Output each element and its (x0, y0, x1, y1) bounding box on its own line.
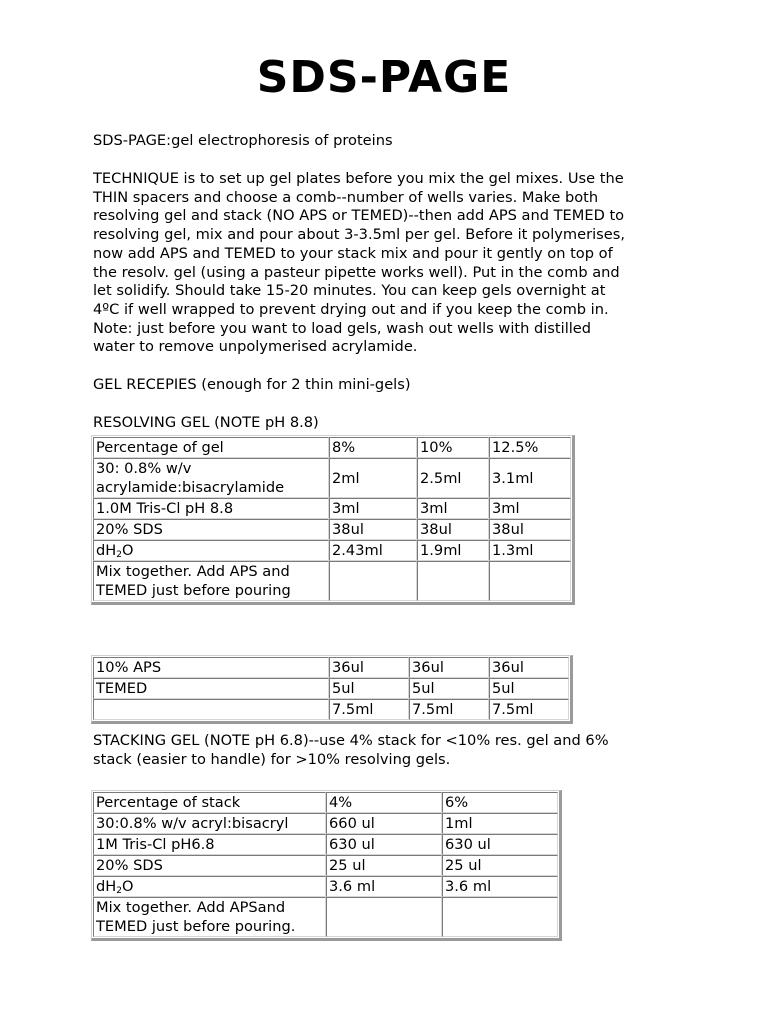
resolving-heading: RESOLVING GEL (NOTE pH 8.8) (93, 414, 319, 431)
table-row (93, 699, 569, 720)
technique-line: TECHNIQUE is to set up gel plates before you mix the gel mixes. Use the (93, 170, 624, 187)
table-cell: 630 ul (442, 834, 558, 855)
table-cell: 1.3ml (489, 540, 571, 561)
cell-line: Mix together. Add APS and (96, 563, 290, 580)
table-cell: 660 ul (326, 813, 442, 834)
table-cell: 2.5ml (417, 458, 489, 498)
table-cell: 2.43ml (329, 540, 417, 561)
table-cell: 6% (442, 792, 558, 813)
table-cell: 20% SDS (93, 855, 326, 876)
table-cell: 1.0M Tris-Cl pH 8.8 (93, 498, 329, 519)
table-row (93, 813, 558, 834)
cell-line: TEMED just before pouring (96, 582, 291, 599)
stacking-line: stack (easier to handle) for >10% resolving gels. (93, 750, 451, 768)
table-cell: 25 ul (326, 855, 442, 876)
table-cell: TEMED (93, 678, 329, 699)
table-cell: 10% APS (93, 657, 329, 678)
cell-line: 30: 0.8% w/v (96, 460, 192, 477)
table-row (93, 437, 571, 458)
cell-line: Mix together. Add APSand (96, 899, 286, 916)
technique-line: Note: just before you want to load gels, wash out wells with distilled (93, 319, 592, 337)
table-cell: 1ml (442, 813, 558, 834)
table-row (93, 876, 558, 897)
table-cell: 36ul (409, 657, 489, 678)
table-cell (326, 897, 442, 937)
table-cell: 30:0.8% w/v acryl:bisacryl (93, 813, 326, 834)
table-row (93, 792, 558, 813)
table-row (93, 678, 569, 699)
table-cell: 38ul (417, 519, 489, 540)
table-cell: 20% SDS (93, 519, 329, 540)
table-row (93, 458, 571, 498)
table-row (93, 897, 558, 937)
table-cell (329, 561, 417, 601)
table-cell: 3ml (417, 498, 489, 519)
table-row (93, 561, 571, 601)
technique-line: water to remove unpolymerised acrylamide. (93, 338, 418, 356)
stacking-line: STACKING GEL (NOTE pH 6.8)--use 4% stack for <10% res. gel and 6% (93, 732, 609, 749)
table-cell: 36ul (489, 657, 569, 678)
table-cell (93, 561, 329, 601)
table-cell: 38ul (489, 519, 571, 540)
technique-line: the resolv. gel (using a pasteur pipette works well). Put in the comb and (93, 263, 620, 281)
stacking-gel-table (91, 790, 562, 941)
resolving-gel-table (91, 435, 575, 605)
table-cell: 3ml (329, 498, 417, 519)
table-cell (93, 540, 329, 561)
table-cell: 10% (417, 437, 489, 458)
table-cell: Percentage of gel (93, 437, 329, 458)
table-cell (93, 897, 326, 937)
table-cell: 3.1ml (489, 458, 571, 498)
table-cell: 7.5ml (489, 699, 569, 720)
table-cell: 7.5ml (409, 699, 489, 720)
technique-line: resolving gel and stack (NO APS or TEMED)--then add APS and TEMED to (93, 207, 625, 225)
page-title: SDS-PAGE (256, 52, 512, 103)
table-row (93, 834, 558, 855)
table-cell: 7.5ml (329, 699, 409, 720)
table-cell: 5ul (329, 678, 409, 699)
subtitle: SDS-PAGE:gel electrophoresis of proteins (93, 132, 393, 149)
table-cell (417, 561, 489, 601)
table-row (93, 540, 571, 561)
table-cell: 1M Tris-Cl pH6.8 (93, 834, 326, 855)
technique-paragraph (93, 170, 673, 357)
table-row (93, 519, 571, 540)
table-cell: 5ul (489, 678, 569, 699)
recipes-heading: GEL RECEPIES (enough for 2 thin mini-gels) (93, 376, 411, 393)
table-cell (93, 876, 326, 897)
subscript: 2 (116, 886, 122, 896)
table-cell: 3.6 ml (326, 876, 442, 897)
table-cell: 3.6 ml (442, 876, 558, 897)
table-row (93, 855, 558, 876)
table-cell (489, 561, 571, 601)
table-cell (442, 897, 558, 937)
table-cell: 1.9ml (417, 540, 489, 561)
table-cell: 2ml (329, 458, 417, 498)
cell-line: TEMED just before pouring. (96, 918, 296, 935)
table-cell: 12.5% (489, 437, 571, 458)
table-cell: 630 ul (326, 834, 442, 855)
technique-line: let solidify. Should take 15-20 minutes. You can keep gels overnight at (93, 282, 606, 300)
cell-text: dH (96, 878, 117, 895)
table-row (93, 498, 571, 519)
table-cell: 5ul (409, 678, 489, 699)
cell-text: O (121, 878, 134, 895)
technique-line: resolving gel, mix and pour about 3-3.5ml per gel. Before it polymerises, (93, 226, 625, 244)
technique-line: 4ºC if well wrapped to prevent drying out and if you keep the comb in. (93, 300, 609, 318)
table-cell: Percentage of stack (93, 792, 326, 813)
cell-text: dH (96, 542, 117, 559)
aps-temed-table (91, 655, 573, 724)
table-cell: 4% (326, 792, 442, 813)
table-cell (93, 699, 329, 720)
stacking-heading (93, 732, 673, 769)
table-row (93, 657, 569, 678)
cell-line: acrylamide:bisacrylamide (96, 479, 285, 496)
table-cell: 8% (329, 437, 417, 458)
cell-text: O (121, 542, 134, 559)
technique-line: now add APS and TEMED to your stack mix and pour it gently on top of (93, 244, 613, 262)
table-cell: 3ml (489, 498, 571, 519)
table-cell: 38ul (329, 519, 417, 540)
table-cell: 36ul (329, 657, 409, 678)
table-cell (93, 458, 329, 498)
table-cell: 25 ul (442, 855, 558, 876)
technique-line: THIN spacers and choose a comb--number of wells varies. Make both (93, 188, 599, 206)
subscript: 2 (116, 550, 122, 560)
